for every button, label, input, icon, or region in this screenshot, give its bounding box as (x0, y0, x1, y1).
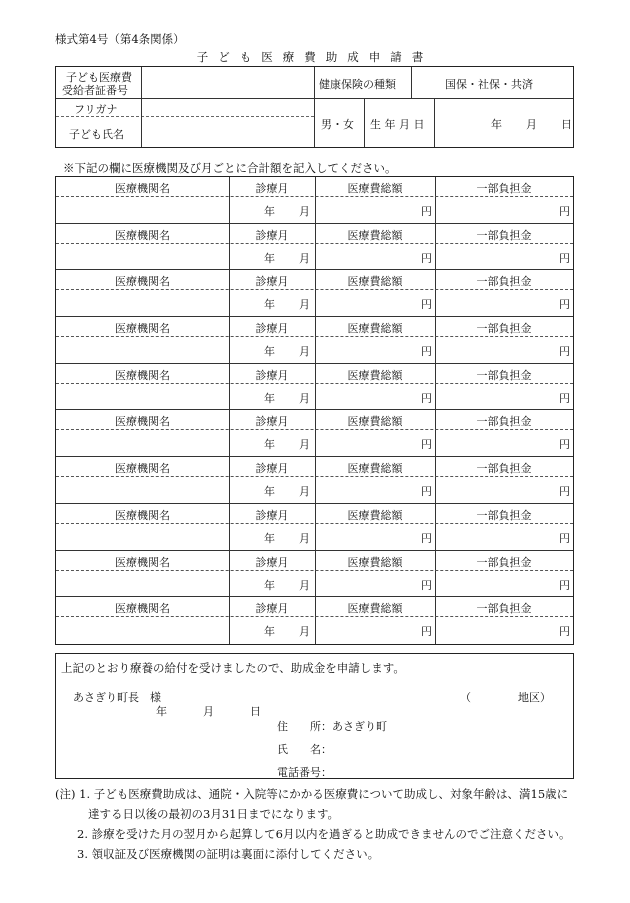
table-instruction: ※下記の欄に医療機関及び月ごとに合計額を記入してください。 (63, 161, 397, 175)
total-yen-unit: 円 (421, 298, 432, 312)
copay-yen-unit: 円 (559, 625, 570, 639)
table-row (56, 597, 573, 644)
col-month-label: 診療月 (255, 508, 289, 522)
col-month-label: 診療月 (255, 182, 289, 195)
col-total-label: 医療費総額 (347, 275, 403, 289)
col-copay-label: 一部負担金 (476, 182, 532, 195)
notes-section (55, 784, 570, 864)
col-copay-label: 一部負担金 (476, 228, 532, 242)
col-total-label: 医療費総額 (347, 602, 403, 616)
birth-day-unit: 日 (561, 118, 572, 131)
col-total-label: 医療費総額 (347, 415, 403, 429)
col-copay-label: 一部負担金 (476, 462, 532, 476)
month-month-unit: 月 (299, 438, 310, 452)
table-row (56, 364, 573, 411)
institution-name-field[interactable] (58, 197, 227, 222)
insurance-type-options[interactable]: 国保・社保・共済 (445, 78, 533, 91)
name-label: 氏 名： (277, 743, 332, 756)
copay-yen-unit: 円 (559, 251, 570, 265)
sex-options[interactable]: 男・女 (321, 118, 354, 131)
institution-name-field[interactable] (58, 477, 227, 502)
birth-month-unit: 月 (526, 118, 537, 131)
note-1-line-2: 達する日以後の最初の3月31日までになります。 (88, 807, 340, 821)
table-row (56, 551, 573, 598)
furigana-field[interactable] (142, 99, 313, 115)
col-copay-label: 一部負担金 (476, 368, 532, 382)
note-3: 3. 領収証及び医療機関の証明は裏面に添付してください。 (77, 847, 380, 861)
page-title: 子ども医療費助成申請書 (196, 50, 434, 64)
institution-name-field[interactable] (58, 524, 227, 549)
certificate-number-label-2: 受給者証番号 (62, 84, 128, 97)
table-row (56, 504, 573, 551)
col-copay-label: 一部負担金 (476, 322, 532, 336)
table-row (56, 317, 573, 364)
month-month-unit: 月 (299, 298, 310, 312)
month-month-unit: 月 (299, 531, 310, 545)
col-total-label: 医療費総額 (347, 555, 403, 569)
col-institution-label: 医療機関名 (115, 368, 170, 382)
table-row (56, 177, 573, 224)
col-total-label: 医療費総額 (347, 368, 403, 382)
col-copay-label: 一部負担金 (476, 508, 532, 522)
district-label: 地区） (518, 691, 551, 704)
institution-name-field[interactable] (58, 244, 227, 269)
col-month-label: 診療月 (255, 462, 289, 476)
total-yen-unit: 円 (421, 205, 432, 218)
birth-date-label: 生 年 月 日 (370, 118, 425, 131)
col-institution-label: 医療機関名 (115, 228, 170, 242)
col-institution-label: 医療機関名 (115, 602, 170, 616)
total-yen-unit: 円 (421, 578, 432, 592)
address-label: 住 所：あさぎり町 (277, 720, 387, 733)
col-institution-label: 医療機関名 (115, 462, 170, 476)
col-month-label: 診療月 (255, 275, 289, 289)
date-year-unit: 年 (156, 705, 167, 718)
institution-name-field[interactable] (58, 571, 227, 596)
total-yen-unit: 円 (421, 438, 432, 452)
copay-yen-unit: 円 (559, 345, 570, 359)
insurance-type-label: 健康保険の種類 (319, 78, 396, 91)
copay-yen-unit: 円 (559, 205, 570, 218)
col-institution-label: 医療機関名 (115, 275, 170, 289)
month-month-unit: 月 (299, 391, 310, 405)
month-month-unit: 月 (299, 345, 310, 359)
applicant-header-table (55, 66, 574, 148)
col-total-label: 医療費総額 (347, 228, 403, 242)
col-month-label: 診療月 (255, 602, 289, 616)
col-institution-label: 医療機関名 (115, 555, 170, 569)
col-institution-label: 医療機関名 (115, 322, 170, 336)
application-box (55, 653, 574, 779)
col-month-label: 診療月 (255, 415, 289, 429)
col-month-label: 診療月 (255, 322, 289, 336)
copay-yen-unit: 円 (559, 391, 570, 405)
month-month-unit: 月 (299, 485, 310, 499)
certificate-number-label-1: 子ども医療費 (66, 71, 132, 84)
institution-name-field[interactable] (58, 290, 227, 315)
institution-name-field[interactable] (58, 430, 227, 455)
month-month-unit: 月 (299, 205, 310, 218)
col-institution-label: 医療機関名 (115, 415, 170, 429)
table-row (56, 224, 573, 271)
institution-name-field[interactable] (58, 384, 227, 409)
month-month-unit: 月 (299, 251, 310, 265)
month-month-unit: 月 (299, 578, 310, 592)
total-yen-unit: 円 (421, 625, 432, 639)
date-day-unit: 日 (250, 705, 261, 718)
copay-yen-unit: 円 (559, 531, 570, 545)
col-copay-label: 一部負担金 (476, 555, 532, 569)
month-year-unit: 年 (264, 298, 275, 312)
table-row (56, 410, 573, 457)
total-yen-unit: 円 (421, 251, 432, 265)
col-month-label: 診療月 (255, 555, 289, 569)
col-total-label: 医療費総額 (347, 462, 403, 476)
district-open: （ (460, 691, 471, 704)
child-name-label: 子ども氏名 (69, 128, 124, 141)
month-year-unit: 年 (264, 438, 275, 452)
table-row (56, 457, 573, 504)
copay-yen-unit: 円 (559, 578, 570, 592)
month-year-unit: 年 (264, 391, 275, 405)
col-total-label: 医療費総額 (347, 182, 403, 195)
col-total-label: 医療費総額 (347, 508, 403, 522)
total-yen-unit: 円 (421, 485, 432, 499)
total-yen-unit: 円 (421, 531, 432, 545)
copay-yen-unit: 円 (559, 485, 570, 499)
month-year-unit: 年 (264, 251, 275, 265)
month-month-unit: 月 (299, 625, 310, 639)
birth-year-unit: 年 (491, 118, 502, 131)
note-1-line-1: (注) 1. 子ども医療費助成は、通院・入院等にかかる医療費について助成し、対象年齢は、満15歳に (55, 787, 569, 801)
col-institution-label: 医療機関名 (115, 182, 170, 195)
phone-label: 電話番号： (277, 766, 332, 779)
col-month-label: 診療月 (255, 368, 289, 382)
copay-yen-unit: 円 (559, 298, 570, 312)
col-copay-label: 一部負担金 (476, 275, 532, 289)
medical-institution-table (55, 176, 574, 645)
copay-yen-unit: 円 (559, 438, 570, 452)
date-month-unit: 月 (203, 705, 214, 718)
institution-name-field[interactable] (58, 617, 227, 642)
application-statement: 上記のとおり療養の給付を受けましたので、助成金を申請します。 (61, 661, 405, 675)
month-year-unit: 年 (264, 345, 275, 359)
month-year-unit: 年 (264, 625, 275, 639)
table-row (56, 270, 573, 317)
col-copay-label: 一部負担金 (476, 602, 532, 616)
month-year-unit: 年 (264, 485, 275, 499)
col-copay-label: 一部負担金 (476, 415, 532, 429)
child-name-field[interactable] (142, 117, 313, 147)
col-institution-label: 医療機関名 (115, 508, 170, 522)
institution-name-field[interactable] (58, 337, 227, 362)
certificate-number-field[interactable] (142, 68, 313, 97)
total-yen-unit: 円 (421, 391, 432, 405)
month-year-unit: 年 (264, 205, 275, 218)
col-total-label: 医療費総額 (347, 322, 403, 336)
col-month-label: 診療月 (255, 228, 289, 242)
month-year-unit: 年 (264, 578, 275, 592)
addressee: あさぎり町長 様 (73, 691, 161, 704)
month-year-unit: 年 (264, 531, 275, 545)
form-number: 様式第4号（第4条関係） (55, 32, 185, 46)
note-2: 2. 診療を受けた月の翌月から起算して6月以内を過ぎると助成できませんのでご注意ください。 (77, 827, 571, 841)
total-yen-unit: 円 (421, 345, 432, 359)
furigana-label: フリガナ (74, 103, 118, 116)
